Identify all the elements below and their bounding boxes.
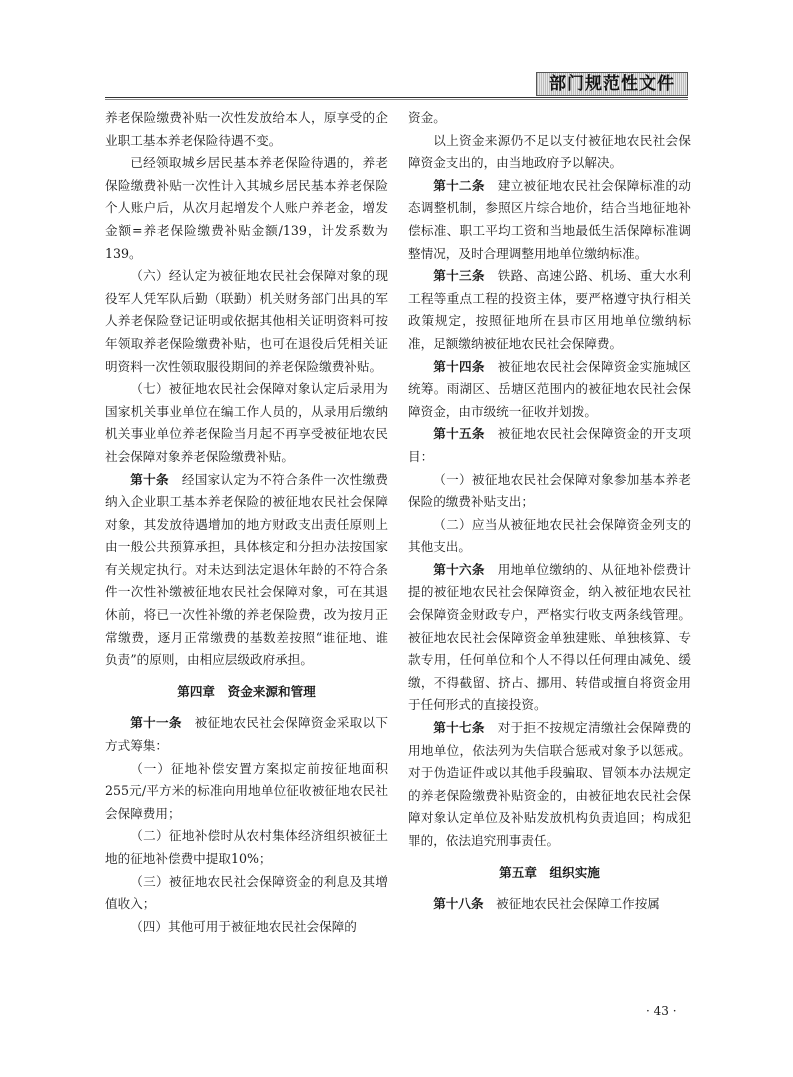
body-paragraph (105, 378, 388, 468)
section-label: 部门规范性文件 (536, 72, 688, 96)
paragraph-text: 用地单位缴纳的、从征地补偿费计提的被征地农民社会保障资金，纳入被征地农民社会保障资金财政专户，严格实行收支两条线管理。被征地农民社会保障资金单独建账、单独核算、专款专用，任何单位和个人不得以任何理由减免、缓缴，不得截留、挤占、挪用、转借或擅自将资金用于任何形式的直接投资。 (408, 561, 691, 713)
article-number: 第十条 (130, 471, 169, 487)
body-paragraph (105, 871, 388, 916)
paragraph-text: 被征地农民社会保障资金采取以下方式筹集： (105, 715, 388, 754)
article-number: 第十二条 (433, 177, 485, 193)
article-paragraph (105, 469, 388, 672)
body-paragraph (105, 916, 388, 939)
article-number: 第十一条 (130, 715, 182, 731)
paragraph-text: 建立被征地农民社会保障标准的动态调整机制，参照区片综合地价，结合当地征地补偿标准、职工平均工资和当地最低生活保障标准调整情况，及时合理调整用地单位缴纳标准。 (408, 177, 691, 261)
article-paragraph (408, 559, 691, 717)
paragraph-text: 经国家认定为不符合条件一次性缴费纳入企业职工基本养老保险的被征地农民社会保障对象，其发放待遇增加的地方财政支出责任原则上由一般公共预算承担，具体核定和分担办法按国家有关规定执行。对未达到法定退休年龄的不符合条件一次性补缴被征地农民社会保障对象，可在其退休前，将已一次性补缴的养老保险费，改为按月正常缴费，逐月正常缴费的基数差按照“谁征地、谁负责”的原则，由相应层级政府承担。 (105, 471, 388, 668)
paragraph-text: （一）征地补偿安置方案拟定前按征地面积255元/平方米的标准向用地单位征收被征地农民社会保障费用； (105, 760, 388, 821)
article-number: 第十七条 (433, 720, 485, 736)
article-number: 第十三条 (433, 268, 485, 284)
paragraph-text: （三）被征地农民社会保障资金的利息及其增值收入； (105, 873, 388, 912)
header-rule (105, 97, 688, 98)
body-paragraph (105, 107, 388, 152)
paragraph-text: （七）被征地农民社会保障对象认定后录用为国家机关事业单位在编工作人员的，从录用后缴纳机关事业单位养老保险当月起不再享受被征地农民社会保障对象养老保险缴费补贴。 (105, 381, 388, 464)
paragraph-text: （四）其他可用于被征地农民社会保障的 (130, 918, 357, 934)
body-paragraph (105, 758, 388, 826)
right-column (408, 107, 691, 916)
body-paragraph (408, 514, 691, 559)
paragraph-text: 以上资金来源仍不足以支付被征地农民社会保障资金支出的，由当地政府予以解决。 (408, 132, 691, 171)
article-paragraph (408, 893, 691, 916)
paragraph-text: （六）经认定为被征地农民社会保障对象的现役军人凭军队后勤（联勤）机关财务部门出具的军人养老保险登记证明或依据其他相关证明资料可按年领取养老保险缴费补贴，也可在退役后凭相关证明资料一次性领取服役期间的养老保险缴费补贴。 (105, 268, 388, 374)
paragraph-text: （二）征地补偿时从农村集体经济组织被征土地的征地补偿费中提取10%； (105, 828, 388, 866)
article-number: 第十四条 (433, 358, 485, 374)
article-number: 第十五条 (433, 426, 485, 442)
paragraph-text: 铁路、高速公路、机场、重大水利工程等重点工程的投资主体，要严格遵守执行相关政策规定，按照征地所在县市区用地单位缴纳标准，足额缴纳被征地农民社会保障费。 (408, 268, 691, 351)
article-paragraph (408, 423, 691, 468)
paragraph-text: 被征地农民社会保障资金实施城区统筹。雨湖区、岳塘区范围内的被征地农民社会保障资金，由市级统一征收并划拨。 (408, 358, 691, 419)
body-paragraph (105, 265, 388, 378)
header-rule-secondary (105, 99, 688, 100)
article-paragraph (105, 712, 388, 757)
left-column (105, 107, 388, 938)
article-number: 第十八条 (433, 896, 484, 912)
paragraph-text: 资金。 (408, 110, 446, 125)
chapter-heading: 第五章 组织实施 (499, 864, 600, 880)
page-number: · 43 · (646, 1004, 677, 1018)
chapter-heading: 第四章 资金来源和管理 (177, 683, 316, 699)
article-paragraph (408, 356, 691, 424)
article-paragraph (408, 717, 691, 853)
body-paragraph (408, 107, 691, 130)
paragraph-text: （一）被征地农民社会保障对象参加基本养老保险的缴费补贴支出； (408, 471, 691, 510)
article-number: 第十六条 (433, 561, 485, 577)
paragraph-text: 已经领取城乡居民基本养老保险待遇的，养老保险缴费补贴一次性计入其城乡居民基本养老保险个人账户后，从次月起增发个人账户养老金，增发金额=养老保险缴费补贴金额/139，计发系数为139。 (105, 155, 388, 261)
article-paragraph (408, 265, 691, 355)
article-paragraph (408, 175, 691, 265)
body-paragraph (105, 152, 388, 265)
paragraph-text: 养老保险缴费补贴一次性发放给本人，原享受的企业职工基本养老保险待遇不变。 (105, 110, 388, 148)
body-paragraph (105, 825, 388, 870)
body-paragraph (408, 130, 691, 175)
body-paragraph (408, 469, 691, 514)
paragraph-text: 被征地农民社会保障工作按属 (496, 896, 660, 912)
paragraph-text: 被征地农民社会保障资金的开支项目： (408, 426, 691, 464)
paragraph-text: （二）应当从被征地农民社会保障资金列支的其他支出。 (408, 516, 691, 555)
paragraph-text: 对于拒不按规定清缴社会保障费的用地单位，依法列为失信联合惩戒对象予以惩戒。对于伪造证件或以其他手段骗取、冒领本办法规定的养老保险缴费补贴资金的，由被征地农民社会保障对象认定单位及补贴发放机构负责追回；构成犯罪的，依法追究刑事责任。 (408, 720, 691, 848)
